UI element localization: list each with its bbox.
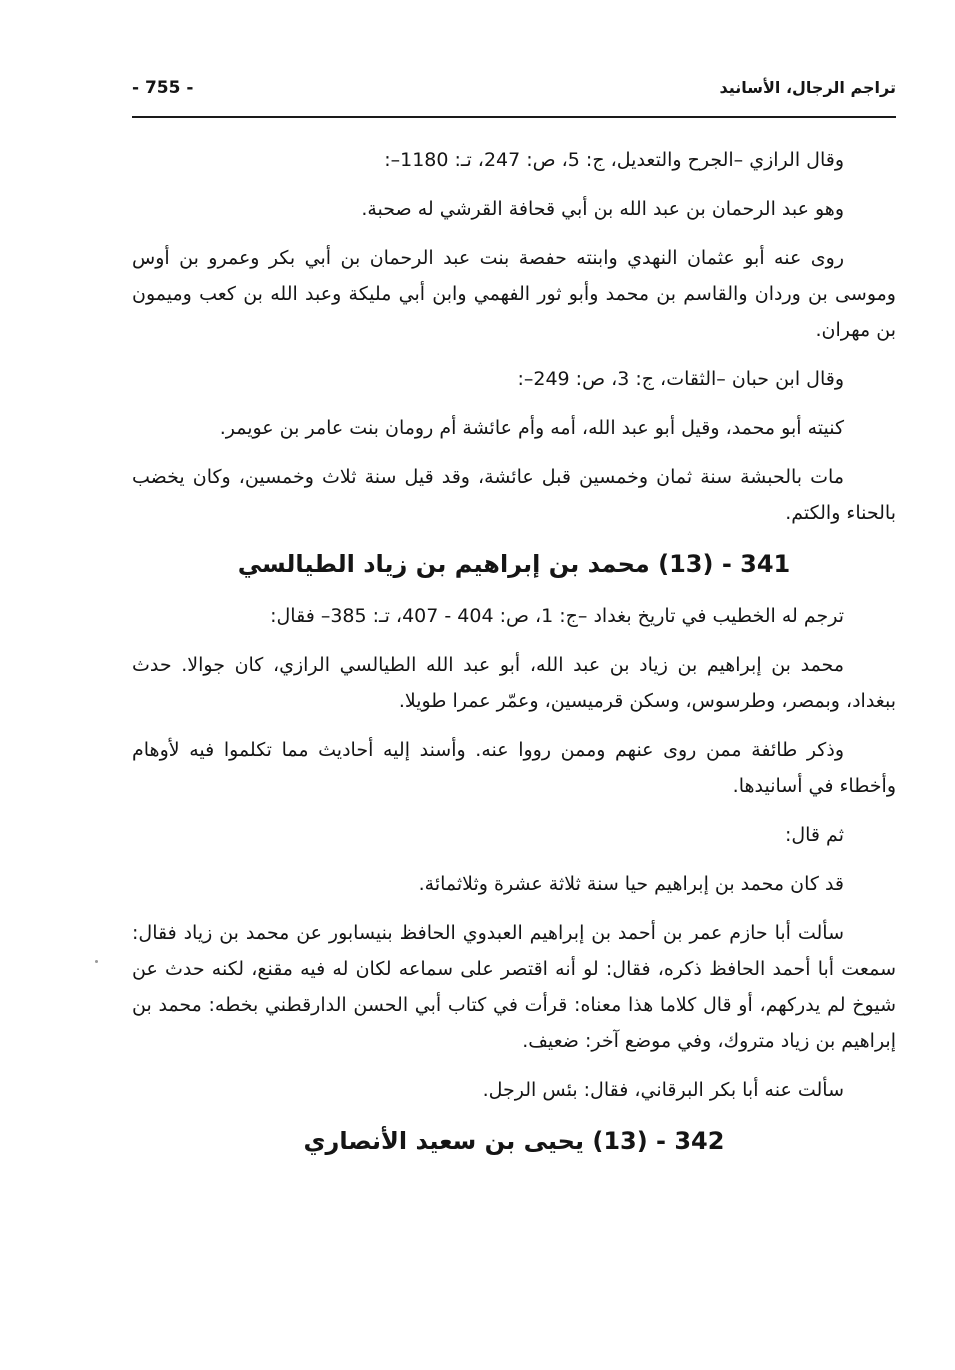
paragraph: مات بالحبشة سنة ثمان وخمسين قبل عائشة، وقد قيل سنة ثلاث وخمسين، وكان يخضب بالحناء والكتم. xyxy=(132,466,896,524)
paragraph: سألت عنه أبا بكر البرقاني، فقال: بئس الرجل. xyxy=(482,1079,844,1101)
paragraph: روى عنه أبو عثمان النهدي وابنته حفصة بنت عبد الرحمان بن أبي بكر وعمرو بن أوس وموسى بن وردان والقاسم بن محمد وأبو ثور الفهمي وابن أبي مليكة وعبد الله بن كعب وميمون بن مهران. xyxy=(132,247,896,341)
paragraph: ترجم له الخطيب في تاريخ بغداد –ج: 1، ص: 404 - 407، تـ: 385– فقال: xyxy=(270,605,844,627)
page-number: - 755 - xyxy=(132,78,194,98)
entry-name: يحيى بن سعيد الأنصاري xyxy=(303,1127,584,1155)
entry-number: 342 - (13) xyxy=(592,1127,725,1155)
paragraph: سألت أبا حازم عمر بن أحمد بن إبراهيم العبدوي الحافظ بنيسابور عن محمد بن زياد فقال: سمعت أبا أحمد الحافظ ذكره، فقال: لو أنه اقتصر على سماعه لكان له فيه مقنع، لكنه حدث عن شيوخ لم يدركهم، أو قال كلاما هذا معناه: قرأت في كتاب أبي الحسن الدارقطني بخطه: محمد بن إبراهيم بن زياد متروك، وفي موضع آخر: ضعيف. xyxy=(132,922,896,1052)
running-title: تراجم الرجال، الأسانيد xyxy=(719,78,896,97)
paragraph: وقال ابن حبان –الثقات، ج: 3، ص: 249–: xyxy=(517,368,844,390)
paragraph: وهو عبد الرحمان بن عبد الله بن أبي قحافة القرشي له صحبة. xyxy=(361,198,844,220)
paragraph: ثم قال: xyxy=(784,824,844,846)
paragraph: وذكر طائفة ممن روى عنهم وممن رووا عنه. وأسند إليه أحاديث مما تكلموا فيه لأوهام وأخطاء في أسانيدها. xyxy=(132,739,896,797)
paragraph: كنيته أبو محمد، وقيل أبو عبد الله، أمه وأم عائشة أم رومان بنت عامر بن عويمر. xyxy=(219,417,844,439)
entry-name: محمد بن إبراهيم بن زياد الطيالسي xyxy=(237,550,650,578)
scan-speck xyxy=(95,960,98,963)
entry-number: 341 - (13) xyxy=(658,550,791,578)
entry-heading-342 xyxy=(132,1121,896,1161)
page-header xyxy=(132,76,896,118)
entry-heading-341 xyxy=(132,544,896,584)
body-text xyxy=(132,142,896,1175)
paragraph: وقال الرازي –الجرح والتعديل، ج: 5، ص: 247، تـ: 1180–: xyxy=(384,149,844,171)
paragraph: قد كان محمد بن إبراهيم حيا سنة ثلاثة عشرة وثلاثمائة. xyxy=(418,873,844,895)
paragraph: محمد بن إبراهيم بن زياد بن عبد الله، أبو عبد الله الطيالسي الرازي، كان جوالا. حدث ببغداد، وبمصر، وطرسوس، وسكن قرميسين، وعمّر عمرا طويلا. xyxy=(132,654,896,712)
